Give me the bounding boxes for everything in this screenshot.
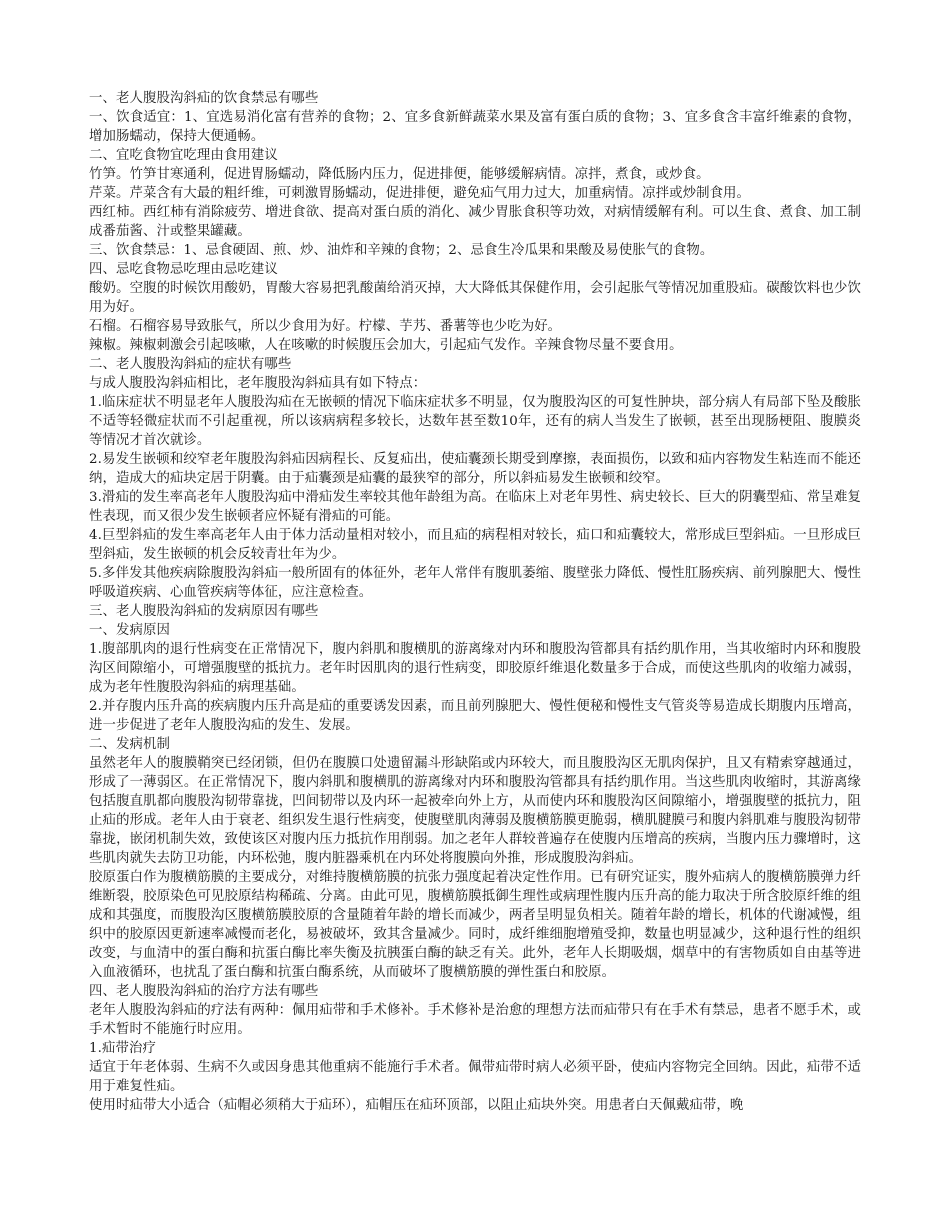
section-heading: 一、发病原因: [89, 623, 170, 638]
paragraph: 1.腹部肌肉的退行性病变在正常情况下，腹内斜肌和腹横肌的游离缘对内环和腹股沟管都具有括约肌作用，当其收缩时内环和腹股沟区间隙缩小，可增强腹壁的抵抗力。老年时因肌肉的退行性病变，即胶原纤维退化数量多于合成，而使这些肌肉的收缩力减弱，成为老年性腹股沟斜疝的病理基础。: [89, 642, 861, 695]
paragraph: 与成人腹股沟斜疝相比，老年腹股沟斜疝具有如下特点：: [89, 376, 427, 391]
paragraph: 竹笋。竹笋甘寒通利，促进胃肠蠕动，降低肠内压力，促进排便，能够缓解病情。凉拌，煮食，或炒食。: [89, 167, 710, 182]
paragraph: 2.并存腹内压升高的疾病腹内压升高是疝的重要诱发因素，而且前列腺肥大、慢性便秘和慢性支气管炎等易造成长期腹内压增高，进一步促进了老年人腹股沟疝的发生、发展。: [89, 699, 861, 733]
paragraph: 4.巨型斜疝的发生率高老年人由于体力活动量相对较小，而且疝的病程相对较长，疝口和疝囊较大，常形成巨型斜疝。一旦形成巨型斜疝，发生嵌顿的机会反较青壮年为少。: [89, 528, 861, 562]
section-heading: 三、老人腹股沟斜疝的发病原因有哪些: [89, 604, 319, 619]
paragraph: 适宜于年老体弱、生病不久或因身患其他重病不能施行手术者。佩带疝带时病人必须平卧，使疝内容物完全回纳。因此，疝带不适用于难复性疝。: [89, 1060, 861, 1094]
paragraph: 5.多伴发其他疾病除腹股沟斜疝一般所固有的体征外，老年人常伴有腹肌萎缩、腹壁张力降低、慢性肛肠疾病、前列腺肥大、慢性呼吸道疾病、心血管疾病等体征，应注意检查。: [89, 566, 861, 600]
section-heading: 1.疝带治疗: [89, 1041, 156, 1056]
section-heading: 三、饮食禁忌：1、忌食硬固、煎、炒、油炸和辛辣的食物；2、忌食生冷瓜果和果酸及易使胀气的食物。: [89, 243, 714, 258]
section-heading: 四、忌吃食物忌吃理由忌吃建议: [89, 262, 278, 277]
section-heading: 一、老人腹股沟斜疝的饮食禁忌有哪些: [89, 91, 319, 106]
paragraph: 使用时疝带大小适合（疝帽必须稍大于疝环），疝帽压在疝环顶部，以阻止疝块外突。用患者白天佩戴疝带，晚: [89, 1098, 744, 1113]
paragraph: 2.易发生嵌顿和绞窄老年腹股沟斜疝因病程长、反复疝出，使疝囊颈长期受到摩擦，表面损伤，以致和疝内容物发生粘连而不能还纳，造成大的疝块定居于阴囊。由于疝囊颈是疝囊的最狭窄的部分，所以斜疝易发生嵌顿和绞窄。: [89, 452, 861, 486]
paragraph: 西红柿。西红柿有消除疲劳、增进食欲、提高对蛋白质的消化、减少胃胀食积等功效，对病情缓解有利。可以生食、煮食、加工制成番茄酱、汁或整果罐藏。: [89, 205, 861, 239]
paragraph: 石榴。石榴容易导致胀气，所以少食用为好。柠檬、芋艿、番薯等也少吃为好。: [89, 319, 562, 334]
paragraph: 一、饮食适宜：1、宜选易消化富有营养的食物；2、宜多食新鲜蔬菜水果及富有蛋白质的食物；3、宜多食含丰富纤维素的食物，增加肠蠕动，保持大便通畅。: [89, 110, 861, 144]
paragraph: 芹菜。芹菜含有大最的粗纤维，可刺激胃肠蠕动，促进排便，避免疝气用力过大，加重病情。凉拌或炒制食用。: [89, 186, 751, 201]
section-heading: 二、发病机制: [89, 737, 170, 752]
section-heading: 四、老人腹股沟斜疝的治疗方法有哪些: [89, 984, 319, 999]
paragraph: 老年人腹股沟斜疝的疗法有两种：佩用疝带和手术修补。手术修补是治愈的理想方法而疝带只有在手术有禁忌，患者不愿手术，或手术暂时不能施行时应用。: [89, 1003, 861, 1037]
paragraph: 胶原蛋白作为腹横筋膜的主要成分，对维持腹横筋膜的抗张力强度起着决定性作用。已有研究证实，腹外疝病人的腹横筋膜弹力纤维断裂，胶原染色可见胶原结构稀疏、分离。由此可见，腹横筋膜抵御生理性或病理性腹内压升高的能力取决于所含胶原纤维的组成和其强度，而腹股沟区腹横筋膜胶原的含量随着年龄的增长而减少，两者呈明显负相关。随着年龄的增长，机体的代谢减慢，组织中的胶原因更新速率减慢而老化，易被破坏，致其含量减少。同时，成纤维细胞增殖受抑，数量也明显减少，这种退行性的组织改变，与血清中的蛋白酶和抗蛋白酶比率失衡及抗胰蛋白酶的缺乏有关。此外，老年人长期吸烟，烟草中的有害物质如自由基等进入血液循环，也扰乱了蛋白酶和抗蛋白酶系统，从而破坏了腹横筋膜的弹性蛋白和胶原。: [89, 870, 861, 980]
paragraph: 虽然老年人的腹膜鞘突已经闭锁，但仍在腹膜口处遗留漏斗形缺陷或内环较大，而且腹股沟区无肌肉保护，且又有精索穿越通过，形成了一薄弱区。在正常情况下，腹内斜肌和腹横肌的游离缘对内环和腹股沟管都具有括约肌作用。当这些肌肉收缩时，其游离缘包括腹直肌都向腹股沟韧带靠拢，凹间韧带以及内环一起被牵向外上方，从而使内环和腹股沟区间隙缩小，增强腹壁的抵抗力，阻止疝的形成。老年人由于衰老、组织发生退行性病变，使腹壁肌肉薄弱及腹横筋膜更脆弱，横肌腱膜弓和腹内斜肌难与腹股沟韧带靠拢，嵌闭机制失效，致使该区对腹内压力抵抗作用削弱。加之老年人群较普遍存在使腹内压增高的疾病，当腹内压力骤增时，这些肌肉就失去防卫功能，内环松弛，腹内脏器乘机在内环处将腹膜向外推，形成腹股沟斜疝。: [89, 756, 861, 866]
section-heading: 二、宜吃食物宜吃理由食用建议: [89, 148, 278, 163]
paragraph: 酸奶。空腹的时候饮用酸奶，胃酸大容易把乳酸菌给消灭掉，大大降低其保健作用，会引起胀气等情况加重股疝。碳酸饮料也少饮用为好。: [89, 281, 861, 315]
paragraph: 1.临床症状不明显老年人腹股沟疝在无嵌顿的情况下临床症状多不明显，仅为腹股沟区的可复性肿块，部分病人有局部下坠及酸胀不适等轻微症状而不引起重视，所以该病病程多较长，达数年甚至数10年，还有的病人当发生了嵌顿，甚至出现肠梗阻、腹膜炎等情况才首次就诊。: [89, 395, 861, 448]
document-body: [89, 89, 861, 1115]
paragraph: 3.滑疝的发生率高老年人腹股沟疝中滑疝发生率较其他年龄组为高。在临床上对老年男性、病史较长、巨大的阴囊型疝、常呈难复性表现，而又很少发生嵌顿者应怀疑有滑疝的可能。: [89, 490, 861, 524]
section-heading: 二、老人腹股沟斜疝的症状有哪些: [89, 357, 292, 372]
paragraph: 辣椒。辣椒刺激会引起咳嗽，人在咳嗽的时候腹压会加大，引起疝气发作。辛辣食物尽量不要食用。: [89, 338, 683, 353]
